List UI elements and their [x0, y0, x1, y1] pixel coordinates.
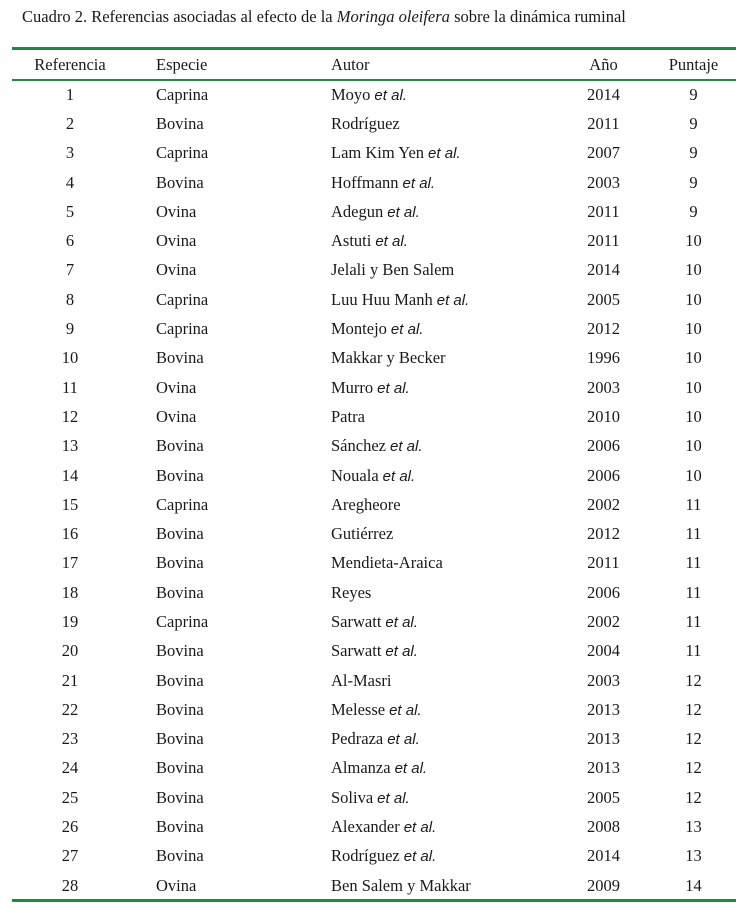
cell-ano: 2002	[587, 611, 620, 631]
cell-puntaje: 10	[685, 319, 702, 339]
cell-puntaje: 12	[685, 787, 702, 807]
cell-autor	[331, 578, 556, 607]
table-row	[12, 109, 736, 138]
cell-ano: 2014	[587, 260, 620, 280]
cell-especie: Bovina	[156, 465, 204, 485]
author-name: Aregheore	[331, 494, 401, 514]
author-et-al: et al.	[389, 438, 423, 456]
cell-autor	[331, 314, 556, 343]
cell-referencia: 9	[65, 319, 75, 339]
cell-especie: Caprina	[156, 84, 209, 104]
table-row	[12, 607, 736, 636]
author-name: Rodríguez	[331, 113, 400, 133]
cell-referencia: 8	[65, 289, 75, 309]
cell-referencia: 2	[65, 113, 75, 133]
cell-referencia: 3	[65, 143, 75, 163]
cell-referencia: 18	[61, 582, 79, 602]
caption-species: Moringa oleifera	[336, 7, 450, 26]
table-row	[12, 168, 736, 197]
author-et-al: et al.	[387, 731, 420, 749]
cell-puntaje: 12	[685, 758, 702, 778]
cell-especie: Bovina	[156, 729, 204, 749]
cell-puntaje: 11	[685, 553, 702, 573]
cell-referencia: 20	[61, 641, 79, 661]
author-name: Sarwatt	[331, 641, 382, 661]
cell-especie: Caprina	[156, 143, 209, 163]
cell-referencia: 22	[61, 699, 79, 719]
cell-puntaje: 10	[685, 377, 702, 397]
author-et-al: et al.	[428, 145, 461, 163]
cell-autor	[331, 490, 556, 519]
cell-ano: 2003	[587, 377, 620, 397]
cell-autor	[331, 549, 556, 578]
cell-puntaje: 10	[685, 406, 702, 426]
cell-puntaje: 13	[685, 817, 702, 837]
cell-ano: 2009	[587, 875, 620, 895]
cell-especie: Caprina	[156, 611, 209, 631]
caption-suffix: sobre la dinámica ruminal	[449, 7, 626, 26]
header-autor: Autor	[331, 55, 370, 74]
table-row	[12, 637, 736, 666]
author-name: Adegun	[331, 201, 384, 221]
cell-puntaje: 11	[685, 494, 702, 514]
cell-ano: 2005	[587, 289, 620, 309]
cell-ano: 2003	[587, 172, 620, 192]
cell-referencia: 5	[65, 201, 75, 221]
cell-autor	[331, 812, 556, 841]
cell-puntaje: 12	[685, 670, 702, 690]
cell-referencia: 21	[61, 670, 79, 690]
cell-especie: Bovina	[156, 787, 204, 807]
cell-referencia: 27	[61, 846, 79, 866]
cell-autor	[331, 109, 556, 138]
cell-autor	[331, 754, 556, 783]
author-et-al: et al.	[375, 233, 408, 251]
header-especie: Especie	[156, 55, 208, 74]
cell-referencia: 11	[62, 377, 78, 397]
table-row	[12, 373, 736, 402]
author-name: Jelali y Ben Salem	[331, 260, 455, 280]
author-name: Patra	[331, 406, 365, 426]
table-row	[12, 314, 736, 343]
cell-especie: Bovina	[156, 172, 204, 192]
cell-ano: 2004	[587, 641, 620, 661]
cell-ano: 2011	[587, 201, 620, 221]
author-name: Gutiérrez	[331, 524, 394, 544]
author-name: Luu Huu Manh	[331, 289, 433, 309]
author-name: Lam Kim Yen	[331, 143, 425, 163]
cell-especie: Bovina	[156, 641, 204, 661]
table-body	[12, 80, 736, 900]
cell-referencia: 14	[61, 465, 79, 485]
author-et-al: et al.	[377, 789, 410, 807]
cell-ano: 2002	[587, 494, 620, 514]
author-name: Melesse	[331, 699, 386, 719]
author-et-al: et al.	[402, 174, 436, 192]
cell-puntaje: 11	[685, 641, 702, 661]
header-referencia: Referencia	[34, 55, 106, 74]
cell-ano: 2008	[587, 817, 620, 837]
author-name: Murro	[331, 377, 374, 397]
author-name: Montejo	[331, 319, 387, 339]
table-row	[12, 461, 736, 490]
author-et-al: et al.	[382, 467, 416, 485]
cell-especie: Bovina	[156, 553, 204, 573]
cell-especie: Bovina	[156, 436, 204, 456]
table-row	[12, 871, 736, 900]
cell-autor	[331, 168, 556, 197]
author-et-al: et al.	[374, 86, 407, 104]
author-name: Ben Salem y Makkar	[331, 875, 471, 895]
cell-ano: 2007	[587, 143, 620, 163]
author-name: Rodríguez	[331, 846, 400, 866]
cell-puntaje: 11	[685, 582, 702, 602]
cell-puntaje: 10	[685, 465, 702, 485]
author-name: Moyo	[331, 84, 371, 104]
cell-referencia: 4	[65, 172, 75, 192]
cell-ano: 2005	[587, 787, 620, 807]
cell-ano: 2014	[587, 84, 620, 104]
cell-puntaje: 10	[685, 436, 702, 456]
cell-ano: 2014	[587, 846, 620, 866]
table-row	[12, 725, 736, 754]
author-et-al: et al.	[403, 819, 437, 837]
author-et-al: et al.	[390, 321, 424, 339]
cell-autor	[331, 285, 556, 314]
table-row	[12, 490, 736, 519]
cell-autor	[331, 695, 556, 724]
cell-ano: 2011	[587, 231, 620, 251]
table-row	[12, 666, 736, 695]
cell-puntaje: 10	[685, 348, 702, 368]
cell-referencia: 12	[61, 406, 79, 426]
cell-referencia: 10	[61, 348, 79, 368]
table-row	[12, 812, 736, 841]
cell-autor	[331, 725, 556, 754]
cell-especie: Bovina	[156, 699, 204, 719]
author-name: Pedraza	[331, 729, 384, 749]
cell-puntaje: 11	[685, 524, 702, 544]
cell-especie: Bovina	[156, 670, 204, 690]
author-et-al: et al.	[385, 613, 418, 631]
author-name: Al-Masri	[331, 670, 392, 690]
cell-referencia: 13	[61, 436, 79, 456]
cell-referencia: 24	[61, 758, 79, 778]
table-row	[12, 344, 736, 373]
cell-especie: Ovina	[156, 406, 197, 426]
cell-referencia: 26	[61, 817, 79, 837]
author-name: Hoffmann	[331, 172, 399, 192]
cell-puntaje: 10	[685, 289, 702, 309]
cell-ano: 2006	[587, 465, 620, 485]
cell-autor	[331, 842, 556, 871]
author-name: Astuti	[331, 231, 372, 251]
cell-referencia: 15	[61, 494, 79, 514]
table-row	[12, 695, 736, 724]
cell-ano: 2010	[587, 406, 620, 426]
table-row	[12, 285, 736, 314]
cell-especie: Ovina	[156, 201, 197, 221]
table-row	[12, 80, 736, 109]
cell-autor	[331, 226, 556, 255]
cell-autor	[331, 197, 556, 226]
cell-puntaje: 9	[689, 143, 698, 163]
author-name: Makkar y Becker	[331, 348, 446, 368]
cell-puntaje: 13	[685, 846, 702, 866]
cell-puntaje: 9	[689, 113, 698, 133]
cell-puntaje: 9	[689, 84, 698, 104]
author-name: Soliva	[331, 787, 374, 807]
table-row	[12, 139, 736, 168]
table-row	[12, 226, 736, 255]
table-row	[12, 578, 736, 607]
cell-autor	[331, 666, 556, 695]
cell-especie: Bovina	[156, 846, 204, 866]
cell-especie: Bovina	[156, 758, 204, 778]
cell-puntaje: 9	[689, 172, 698, 192]
cell-referencia: 16	[61, 524, 79, 544]
cell-ano: 2003	[587, 670, 620, 690]
table-row	[12, 783, 736, 812]
cell-especie: Caprina	[156, 494, 209, 514]
table-row	[12, 256, 736, 285]
cell-puntaje: 9	[689, 201, 698, 221]
author-name: Alexander	[331, 817, 400, 837]
cell-autor	[331, 783, 556, 812]
cell-referencia: 28	[61, 875, 79, 895]
author-et-al: et al.	[385, 643, 418, 661]
table-row	[12, 402, 736, 431]
cell-especie: Bovina	[156, 817, 204, 837]
table-row	[12, 842, 736, 871]
table-header-row	[12, 50, 736, 80]
cell-referencia: 7	[65, 260, 75, 280]
cell-especie: Bovina	[156, 582, 204, 602]
cell-ano: 2012	[587, 319, 620, 339]
table-row	[12, 754, 736, 783]
cell-ano: 2013	[587, 729, 620, 749]
cell-especie: Ovina	[156, 260, 197, 280]
author-name: Almanza	[331, 758, 391, 778]
cell-especie: Ovina	[156, 875, 197, 895]
author-name: Reyes	[331, 582, 372, 602]
cell-autor	[331, 402, 556, 431]
cell-ano: 2013	[587, 758, 620, 778]
cell-referencia: 1	[65, 84, 75, 104]
cell-ano: 1996	[587, 348, 620, 368]
author-et-al: et al.	[403, 848, 437, 866]
header-puntaje: Puntaje	[668, 55, 719, 74]
cell-puntaje: 10	[685, 260, 702, 280]
author-name: Mendieta-Araica	[331, 553, 443, 573]
cell-ano: 2012	[587, 524, 620, 544]
cell-autor	[331, 139, 556, 168]
cell-autor	[331, 344, 556, 373]
author-et-al: et al.	[436, 291, 470, 309]
author-et-al: et al.	[387, 203, 420, 221]
header-ano: Año	[589, 55, 618, 74]
cell-puntaje: 11	[685, 611, 702, 631]
cell-autor	[331, 871, 556, 900]
cell-referencia: 19	[61, 611, 79, 631]
table-caption	[22, 7, 626, 27]
cell-ano: 2011	[587, 113, 620, 133]
cell-especie: Bovina	[156, 113, 204, 133]
cell-autor	[331, 373, 556, 402]
cell-especie: Bovina	[156, 524, 204, 544]
cell-puntaje: 10	[685, 231, 702, 251]
cell-especie: Bovina	[156, 348, 204, 368]
cell-referencia: 25	[61, 787, 79, 807]
author-name: Sarwatt	[331, 611, 382, 631]
cell-referencia: 6	[65, 231, 75, 251]
table-row	[12, 197, 736, 226]
cell-especie: Caprina	[156, 289, 209, 309]
cell-especie: Caprina	[156, 319, 209, 339]
author-name: Nouala	[331, 465, 379, 485]
cell-ano: 2013	[587, 699, 620, 719]
cell-puntaje: 14	[685, 875, 702, 895]
cell-autor	[331, 519, 556, 548]
table-row	[12, 432, 736, 461]
cell-autor	[331, 432, 556, 461]
author-et-al: et al.	[377, 379, 410, 397]
cell-ano: 2006	[587, 582, 620, 602]
cell-autor	[331, 461, 556, 490]
references-table	[12, 50, 736, 900]
author-et-al: et al.	[389, 701, 422, 719]
cell-puntaje: 12	[685, 729, 702, 749]
cell-autor	[331, 80, 556, 109]
cell-autor	[331, 256, 556, 285]
cell-autor	[331, 607, 556, 636]
cell-especie: Ovina	[156, 377, 197, 397]
cell-autor	[331, 637, 556, 666]
caption-prefix: Cuadro 2. Referencias asociadas al efecto de la	[22, 7, 337, 26]
author-name: Sánchez	[331, 436, 386, 456]
table-row	[12, 519, 736, 548]
cell-ano: 2006	[587, 436, 620, 456]
cell-referencia: 23	[61, 729, 79, 749]
table-row	[12, 549, 736, 578]
cell-puntaje: 12	[685, 699, 702, 719]
cell-ano: 2011	[587, 553, 620, 573]
cell-especie: Ovina	[156, 231, 197, 251]
cell-referencia: 17	[61, 553, 79, 573]
author-et-al: et al.	[394, 760, 428, 778]
